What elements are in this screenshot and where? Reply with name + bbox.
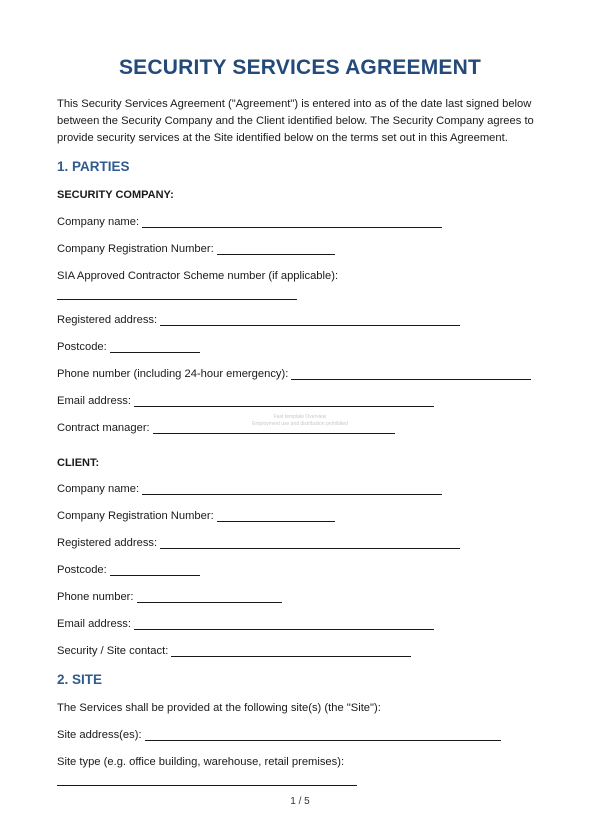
client-phone-field[interactable] — [137, 591, 282, 603]
page-indicator: 1 / 5 — [290, 796, 310, 807]
sc-company-name-row — [57, 216, 442, 228]
sc-email-field[interactable] — [134, 395, 434, 407]
field-label: Company Registration Number: — [57, 510, 214, 522]
client-site-contact-field[interactable] — [171, 645, 411, 657]
field-label: Company Registration Number: — [57, 243, 214, 255]
services-text: The Services shall be provided at the following site(s) (the "Site"): — [57, 702, 381, 714]
intro-line: This Security Services Agreement ("Agreement") is entered into as of the date last signed below — [57, 98, 532, 110]
field-label: SIA Approved Contractor Scheme number (if applicable): — [57, 270, 339, 282]
client-phone-row — [57, 591, 282, 603]
field-label: Postcode: — [57, 341, 107, 353]
field-label: Registered address: — [57, 537, 158, 549]
security-company-heading: SECURITY COMPANY: — [57, 189, 174, 201]
client-email-row — [57, 618, 434, 630]
site-address-row — [57, 729, 501, 741]
sc-phone-row — [57, 368, 531, 380]
field-label: Company name: — [57, 483, 140, 495]
sc-postcode-row — [57, 341, 200, 353]
watermark-line: Fast template Overview — [273, 414, 327, 420]
sc-postcode-field[interactable] — [110, 341, 200, 353]
client-email-field[interactable] — [134, 618, 434, 630]
section-heading-site: 2. SITE — [57, 672, 103, 687]
intro-line: provide security services at the Site identified below on the terms set out in this Agreement. — [57, 132, 508, 144]
field-label: Company name: — [57, 216, 140, 228]
site-address-field[interactable] — [145, 729, 501, 741]
field-label: Contract manager: — [57, 422, 150, 434]
sc-company-name-field[interactable] — [142, 216, 442, 228]
sc-address-row — [57, 314, 460, 326]
client-registration-field[interactable] — [217, 510, 335, 522]
sc-registration-row — [57, 243, 335, 255]
site-services-sentence — [57, 702, 381, 714]
site-type-row — [57, 756, 344, 768]
field-label: Phone number: — [57, 591, 134, 603]
document-title: SECURITY SERVICES AGREEMENT — [118, 56, 482, 79]
intro-paragraph — [57, 96, 557, 147]
field-label: Postcode: — [57, 564, 107, 576]
sc-address-field[interactable] — [160, 314, 460, 326]
sc-sia-field[interactable] — [57, 298, 297, 300]
sc-phone-field[interactable] — [291, 368, 531, 380]
sc-email-row — [57, 395, 434, 407]
client-heading: CLIENT: — [57, 457, 100, 469]
sc-registration-field[interactable] — [217, 243, 335, 255]
field-label: Phone number (including 24-hour emergency): — [57, 368, 289, 380]
watermark-line: Employment use and distribution prohibited — [252, 421, 348, 427]
client-company-name-row — [57, 483, 442, 495]
field-label: Registered address: — [57, 314, 158, 326]
field-label: Email address: — [57, 618, 131, 630]
field-label: Site address(es): — [57, 729, 142, 741]
client-address-field[interactable] — [160, 537, 460, 549]
preview-watermark — [200, 414, 400, 428]
field-label: Site type (e.g. office building, warehouse, retail premises): — [57, 756, 345, 768]
intro-line: between the Security Company and the Client identified below. The Security Company agrees to — [57, 115, 534, 127]
section-heading-parties: 1. PARTIES — [57, 159, 130, 174]
client-postcode-field[interactable] — [110, 564, 200, 576]
site-type-field[interactable] — [57, 784, 357, 786]
client-site-contact-row — [57, 645, 411, 657]
field-label: Email address: — [57, 395, 131, 407]
sc-sia-row — [57, 270, 338, 282]
client-company-name-field[interactable] — [142, 483, 442, 495]
client-registration-row — [57, 510, 335, 522]
field-label: Security / Site contact: — [57, 645, 169, 657]
client-postcode-row — [57, 564, 200, 576]
client-address-row — [57, 537, 460, 549]
